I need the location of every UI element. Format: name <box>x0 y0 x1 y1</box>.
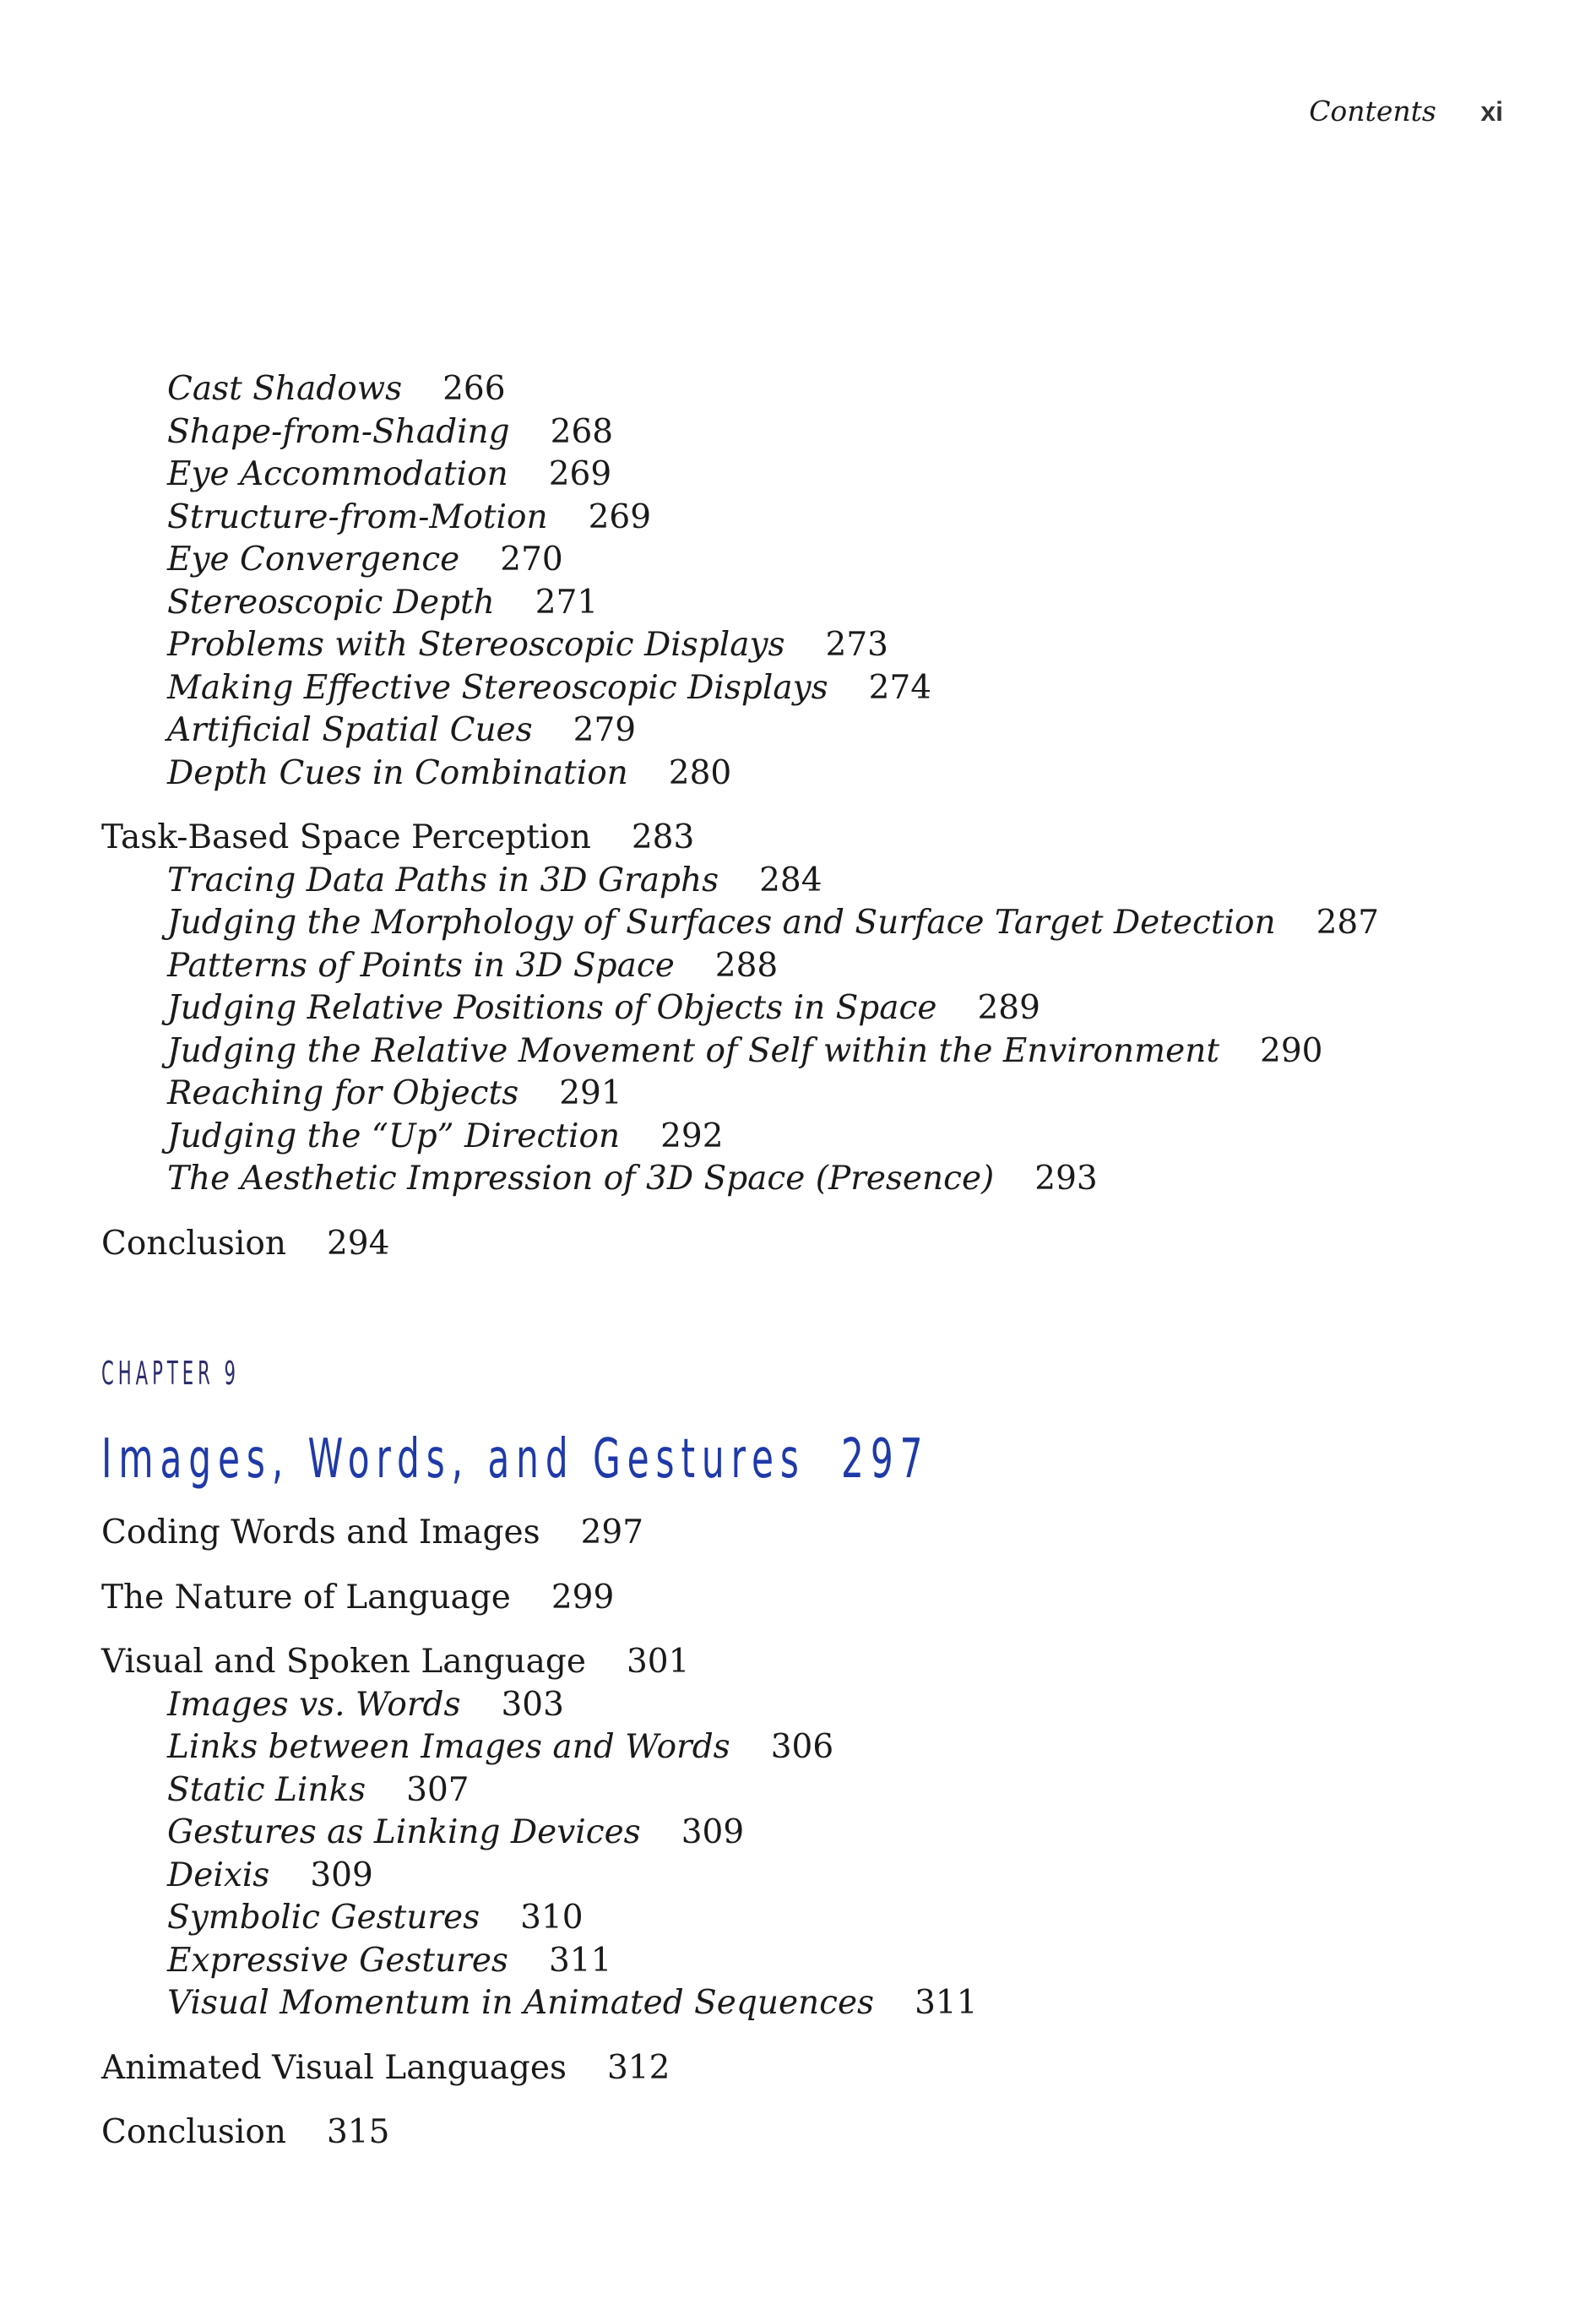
toc-entry-title: Patterns of Points in 3D Space <box>167 946 675 985</box>
toc-subentry[interactable] <box>101 1684 1503 1727</box>
toc-page-number: 274 <box>868 668 932 707</box>
toc-subentry[interactable] <box>101 411 1503 454</box>
toc-subentry[interactable] <box>101 624 1503 667</box>
toc-entry-title: The Nature of Language <box>101 1578 511 1617</box>
toc-section-task-based <box>101 817 1503 1201</box>
toc-entry-title: Judging Relative Positions of Objects in Space <box>167 989 937 1027</box>
toc-page-number: 301 <box>626 1643 690 1681</box>
toc-subentry[interactable] <box>101 1073 1503 1116</box>
toc-subentry[interactable] <box>101 582 1503 625</box>
toc-page-number: 287 <box>1316 904 1380 942</box>
toc-entry-title: Expressive Gestures <box>167 1941 508 1980</box>
toc-section-depth-cues <box>101 368 1503 795</box>
toc-page-number: 290 <box>1260 1031 1323 1070</box>
toc-page-number: 303 <box>501 1685 564 1724</box>
toc-entry-title: Coding Words and Images <box>101 1513 540 1551</box>
toc-section-visual-spoken <box>101 1641 1503 2025</box>
toc-subentry[interactable] <box>101 1116 1503 1159</box>
toc-page-number: 294 <box>326 1224 390 1263</box>
toc-entry-title: Symbolic Gestures <box>167 1899 480 1937</box>
toc-subentry[interactable] <box>101 709 1503 753</box>
toc-subentry[interactable] <box>101 497 1503 540</box>
toc-entry-title: Depth Cues in Combination <box>167 753 628 792</box>
toc-entry-title: Cast Shadows <box>167 370 403 408</box>
toc-page-number: 292 <box>660 1117 724 1155</box>
toc-page-number: 269 <box>548 455 612 493</box>
running-head <box>1309 95 1503 128</box>
toc-entry-title: Judging the Morphology of Surfaces and Surface Target Detection <box>167 904 1276 942</box>
toc-subentry[interactable] <box>101 1897 1503 1940</box>
toc-entry-title: Structure-from-Motion <box>167 497 548 536</box>
toc-entry[interactable] <box>101 1223 1503 1266</box>
toc-entry-title: Gestures as Linking Devices <box>167 1813 641 1851</box>
toc-page-number: 297 <box>580 1513 644 1551</box>
toc-page-number: 279 <box>573 711 637 749</box>
toc-page-number: 288 <box>714 946 779 985</box>
toc-subentry[interactable] <box>101 1030 1503 1073</box>
table-of-contents <box>101 368 1503 2176</box>
toc-entry[interactable] <box>101 1641 1503 1684</box>
toc-section-animated <box>101 2047 1503 2090</box>
toc-section-chapter-conclusion <box>101 2111 1503 2155</box>
toc-page-number: 283 <box>631 818 695 856</box>
toc-entry[interactable] <box>101 1577 1503 1620</box>
toc-subentry[interactable] <box>101 1940 1503 1983</box>
toc-entry-title: Eye Convergence <box>167 541 460 579</box>
toc-subentry[interactable] <box>101 1982 1503 2025</box>
toc-page-number: 293 <box>1034 1160 1098 1198</box>
toc-page-number: 309 <box>681 1813 745 1851</box>
toc-subentry[interactable] <box>101 1855 1503 1898</box>
toc-entry-title: Animated Visual Languages <box>101 2048 567 2087</box>
toc-entry-title: Static Links <box>167 1770 366 1809</box>
toc-page-number: 299 <box>551 1578 615 1617</box>
page-folio: xi <box>1480 96 1503 127</box>
chapter-label: CHAPTER 9 <box>101 1355 240 1392</box>
toc-subentry[interactable] <box>101 1812 1503 1855</box>
toc-entry-title: The Aesthetic Impression of 3D Space (Presence) <box>167 1160 995 1198</box>
toc-subentry[interactable] <box>101 1158 1503 1201</box>
toc-entry-title: Problems with Stereoscopic Displays <box>167 626 785 664</box>
running-head-title: Contents <box>1309 95 1436 128</box>
toc-page-number: 270 <box>500 541 563 579</box>
toc-subentry[interactable] <box>101 539 1503 582</box>
toc-entry[interactable] <box>101 2047 1503 2090</box>
toc-subentry[interactable] <box>101 860 1503 903</box>
toc-entry-title: Artificial Spatial Cues <box>167 711 533 749</box>
toc-subentry[interactable] <box>101 667 1503 710</box>
toc-entry-title: Visual and Spoken Language <box>101 1643 586 1681</box>
toc-entry-title: Stereoscopic Depth <box>167 583 495 622</box>
toc-entry-title: Visual Momentum in Animated Sequences <box>167 1984 875 2022</box>
toc-page-number: 306 <box>770 1728 834 1766</box>
toc-page-number: 312 <box>606 2048 670 2087</box>
toc-entry[interactable] <box>101 817 1503 860</box>
toc-entry-title: Links between Images and Words <box>167 1728 730 1766</box>
toc-page-number: 315 <box>326 2113 390 2151</box>
toc-entry-title: Tracing Data Paths in 3D Graphs <box>167 861 719 899</box>
toc-page-number: 273 <box>825 626 888 664</box>
toc-entry-title: Judging the Relative Movement of Self within the Environment <box>167 1031 1220 1070</box>
toc-subentry[interactable] <box>101 987 1503 1030</box>
toc-page-number: 311 <box>915 1984 978 2022</box>
toc-page-number: 271 <box>535 583 599 622</box>
toc-page-number: 291 <box>559 1074 622 1112</box>
toc-subentry[interactable] <box>101 1726 1503 1769</box>
toc-subentry[interactable] <box>101 753 1503 796</box>
toc-page-number: 310 <box>520 1899 584 1937</box>
toc-page-number: 289 <box>977 989 1040 1027</box>
toc-entry-title: Conclusion <box>101 2113 286 2151</box>
toc-entry-title: Images vs. Words <box>167 1685 461 1724</box>
toc-subentry[interactable] <box>101 1769 1503 1812</box>
chapter-title[interactable] <box>101 1429 1027 1490</box>
toc-section-language <box>101 1577 1503 1620</box>
toc-page-number: 284 <box>759 861 822 899</box>
toc-entry-title: Task-Based Space Perception <box>101 818 591 856</box>
toc-page-number: 311 <box>548 1941 612 1980</box>
toc-entry[interactable] <box>101 1512 1503 1555</box>
toc-subentry[interactable] <box>101 454 1503 497</box>
toc-subentry[interactable] <box>101 945 1503 988</box>
toc-entry-title: Reaching for Objects <box>167 1074 519 1112</box>
toc-subentry[interactable] <box>101 368 1503 411</box>
toc-entry-title: Deixis <box>167 1856 270 1894</box>
toc-entry-title: Eye Accommodation <box>167 455 508 493</box>
toc-page-number: 269 <box>588 497 652 536</box>
chapter-title-text: Images, Words, and Gestures <box>101 1428 806 1491</box>
toc-subentry[interactable] <box>101 902 1503 945</box>
toc-section-conclusion <box>101 1223 1503 1266</box>
toc-entry-title: Conclusion <box>101 1224 286 1263</box>
toc-section-coding <box>101 1512 1503 1555</box>
toc-page-number: 280 <box>668 753 732 792</box>
toc-entry-title: Judging the “Up” Direction <box>167 1117 621 1155</box>
toc-page-number: 268 <box>550 412 614 451</box>
toc-page-number: 307 <box>406 1770 470 1809</box>
toc-entry[interactable] <box>101 2111 1503 2155</box>
toc-entry-title: Shape-from-Shading <box>167 412 510 451</box>
chapter-page: 297 <box>841 1428 930 1491</box>
toc-page-number: 309 <box>310 1856 373 1894</box>
toc-entry-title: Making Effective Stereoscopic Displays <box>167 668 828 707</box>
toc-page-number: 266 <box>442 370 506 408</box>
